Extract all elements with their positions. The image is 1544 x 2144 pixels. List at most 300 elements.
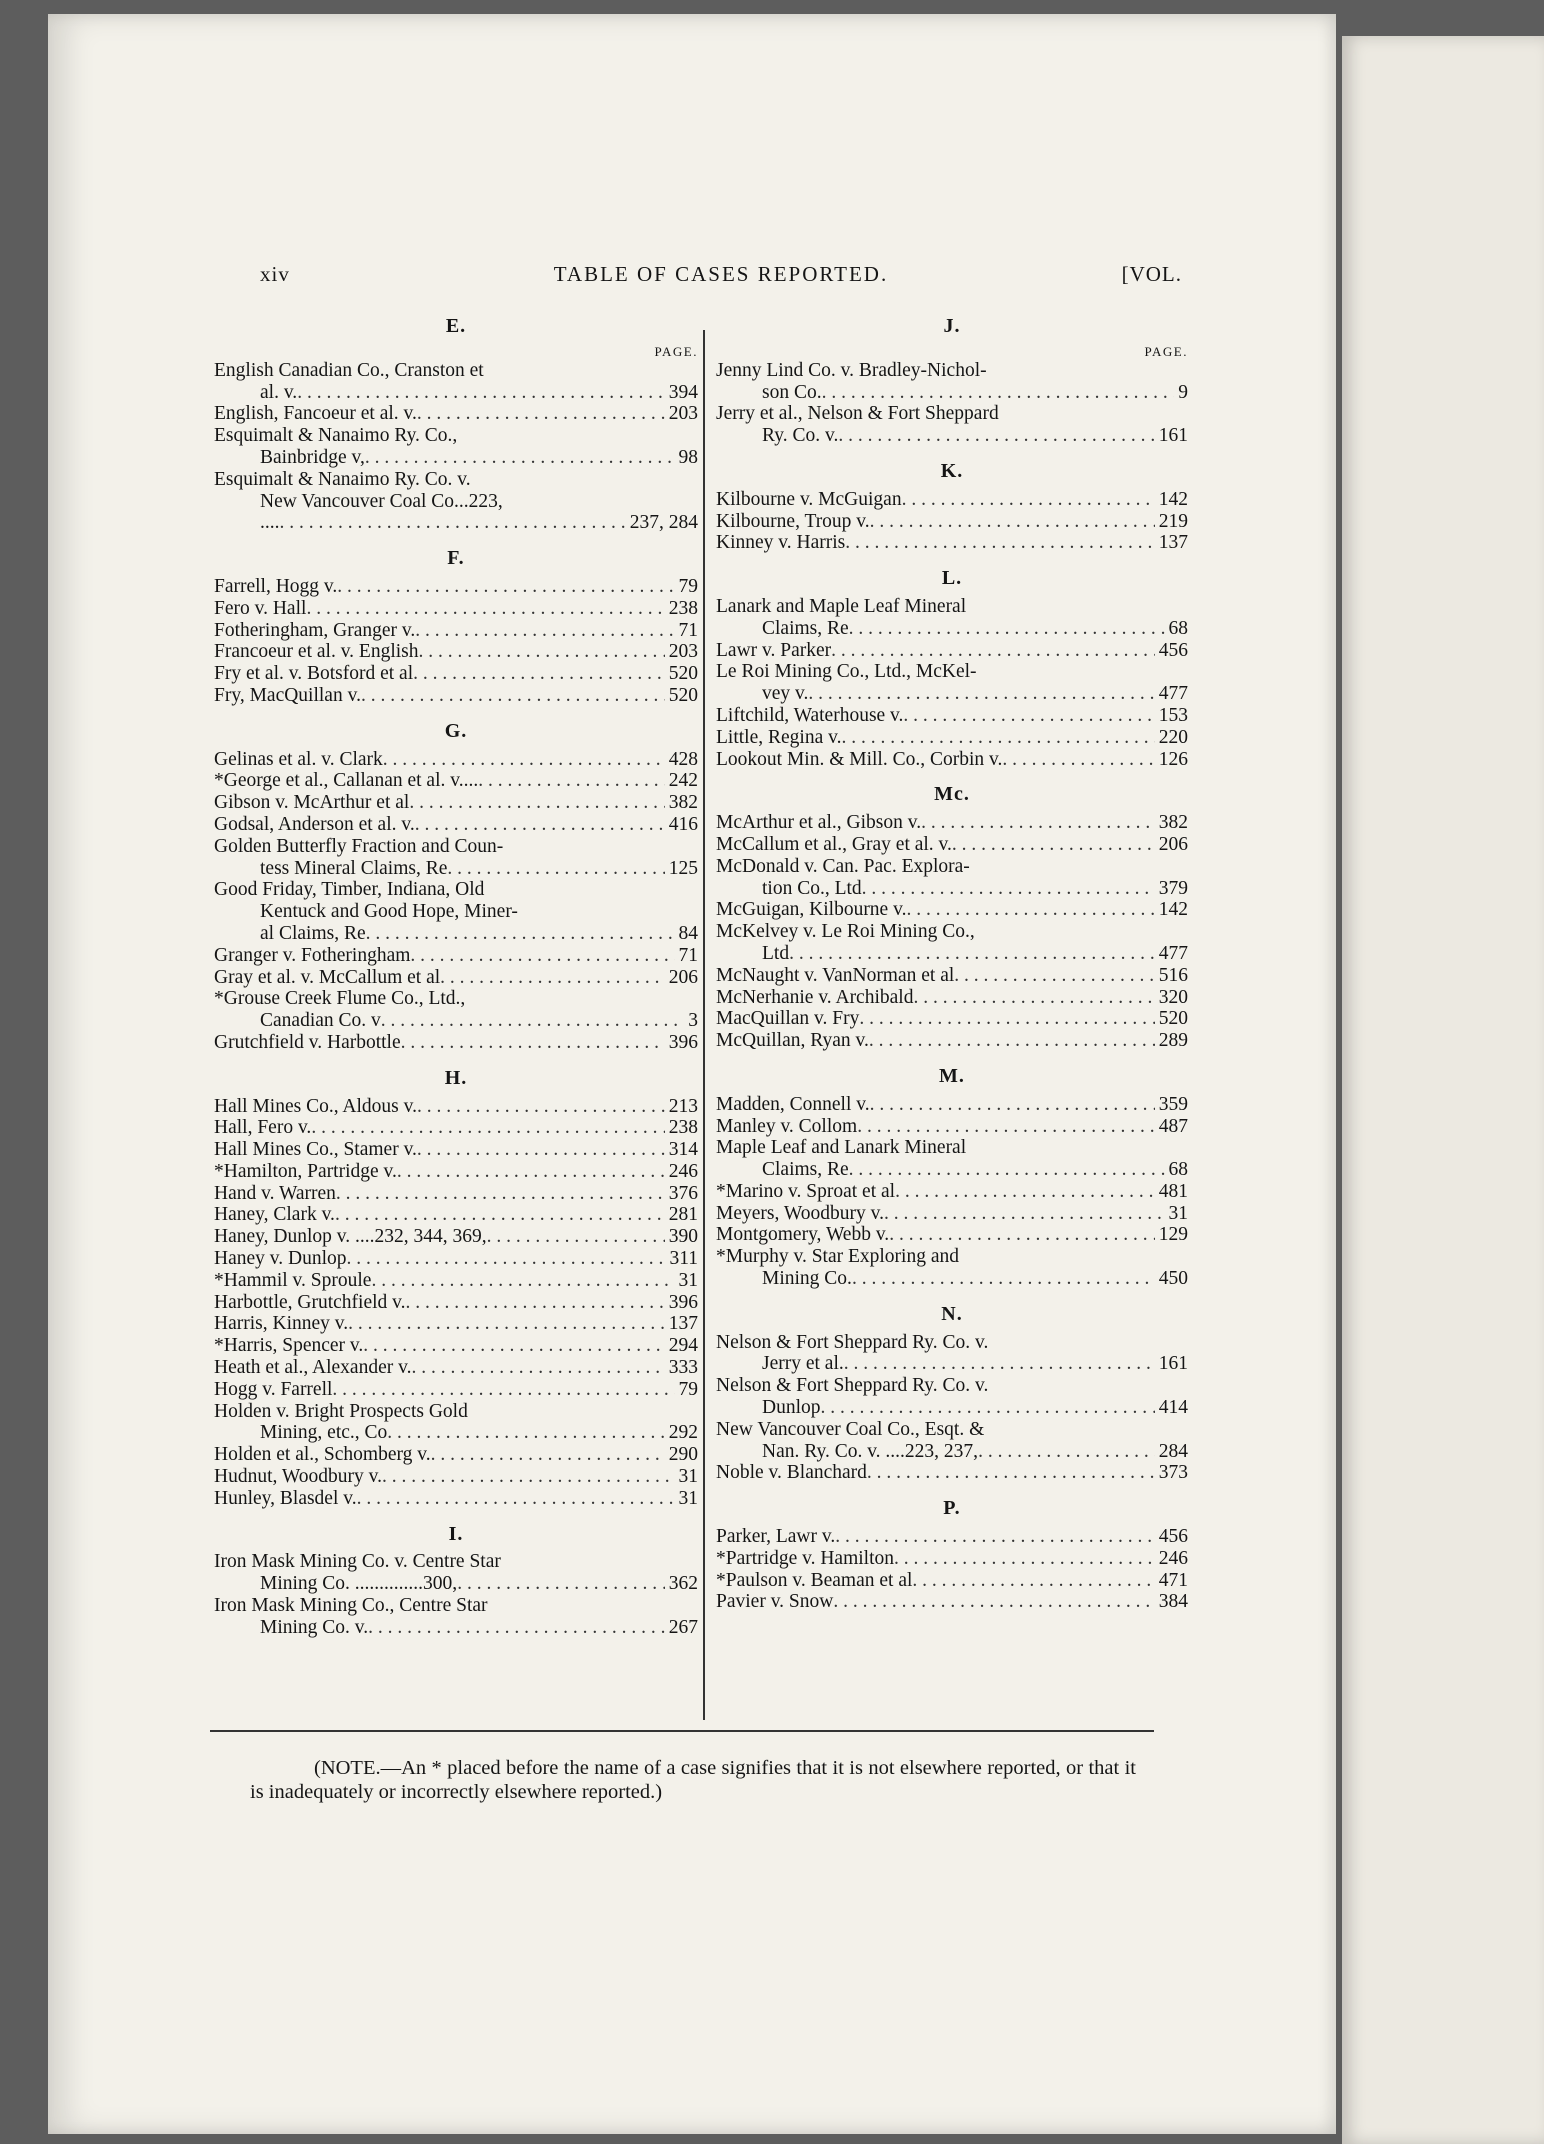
case-entry xyxy=(214,1313,698,1335)
dot-leader xyxy=(366,923,675,945)
dot-leader xyxy=(409,792,664,814)
case-name: *Hammil v. Sproule xyxy=(214,1269,372,1291)
case-name: Mining Co. v. xyxy=(260,1616,369,1638)
case-page: 137 xyxy=(1158,532,1188,554)
case-entry xyxy=(716,1224,1188,1246)
dot-leader xyxy=(447,858,664,880)
case-name: English, Fancoeur et al. v. xyxy=(214,403,417,425)
case-page: 203 xyxy=(668,403,698,425)
case-name: Little, Regina v. xyxy=(716,726,842,748)
case-page: 477 xyxy=(1158,683,1188,705)
case-entry xyxy=(214,967,698,989)
case-page: 384 xyxy=(1158,1591,1188,1613)
case-page: 394 xyxy=(668,381,698,403)
case-line xyxy=(716,1397,1188,1419)
case-line xyxy=(214,1226,698,1248)
case-page: 284 xyxy=(1158,1440,1188,1462)
dot-leader xyxy=(478,770,665,792)
case-page: 125 xyxy=(668,857,698,879)
case-line xyxy=(716,1181,1188,1203)
dot-leader xyxy=(406,1292,665,1314)
section-letter: L. xyxy=(941,567,963,590)
case-entry xyxy=(716,1137,1188,1181)
case-entry xyxy=(214,836,698,880)
case-name: Holden v. Bright Prospects Gold xyxy=(214,1400,468,1422)
section-letter: E. xyxy=(445,315,467,337)
case-entry xyxy=(214,945,698,967)
case-name: Mining Co. xyxy=(762,1268,852,1290)
dot-leader xyxy=(835,1526,1155,1548)
case-page: 31 xyxy=(1168,1202,1188,1224)
case-page: 161 xyxy=(1158,425,1188,447)
case-line xyxy=(214,1488,698,1510)
case-page: 219 xyxy=(1158,510,1188,532)
case-name: Farrell, Hogg v. xyxy=(214,575,338,597)
case-line xyxy=(716,749,1188,771)
case-line xyxy=(716,812,1188,834)
case-line xyxy=(214,620,698,642)
case-page: 314 xyxy=(668,1139,698,1161)
case-name: Kentuck and Good Hope, Miner- xyxy=(260,901,518,923)
case-line xyxy=(214,967,698,989)
case-page: 84 xyxy=(678,922,698,944)
case-name: tess Mineral Claims, Re xyxy=(260,857,448,879)
case-line xyxy=(214,988,698,1010)
case-name: Jerry et al. xyxy=(762,1353,844,1375)
case-line xyxy=(214,1551,698,1573)
case-entry xyxy=(716,965,1188,987)
case-line xyxy=(214,1139,698,1161)
case-line xyxy=(716,1462,1188,1484)
case-entry xyxy=(716,1462,1188,1484)
dot-leader xyxy=(913,987,1154,1009)
case-line xyxy=(716,899,1188,921)
case-entry xyxy=(214,1204,698,1226)
case-page: 520 xyxy=(668,663,698,685)
case-line xyxy=(716,1224,1188,1246)
case-entry xyxy=(214,1595,698,1639)
case-name: Maple Leaf and Lanark Mineral xyxy=(716,1137,967,1159)
case-page: 31 xyxy=(678,1269,698,1291)
section-letter: M. xyxy=(939,1064,965,1087)
case-line xyxy=(214,403,698,425)
dot-leader xyxy=(357,1488,675,1510)
case-name: Grutchfield v. Harbottle xyxy=(214,1031,401,1053)
case-line xyxy=(716,382,1188,404)
case-line xyxy=(716,403,1188,425)
case-line xyxy=(214,1248,698,1270)
case-entry xyxy=(716,987,1188,1009)
case-name: Mining, etc., Co xyxy=(260,1422,388,1444)
page-number: xiv xyxy=(260,262,290,286)
case-line xyxy=(716,425,1188,447)
case-line xyxy=(214,1313,698,1335)
dot-leader xyxy=(859,1008,1154,1030)
case-page: 450 xyxy=(1158,1268,1188,1290)
case-line xyxy=(214,1292,698,1314)
case-entry xyxy=(716,360,1188,404)
case-line xyxy=(214,901,698,923)
case-name: Heath et al., Alexander v. xyxy=(214,1357,412,1379)
case-name: Haney v. Dunlop xyxy=(214,1248,347,1270)
case-name: Le Roi Mining Co., Ltd., McKel- xyxy=(716,661,977,683)
case-name: Granger v. Fotheringham xyxy=(214,944,411,966)
case-name: McKelvey v. Le Roi Mining Co., xyxy=(716,921,975,943)
case-name: al Claims, Re xyxy=(260,922,366,944)
case-page: 206 xyxy=(668,966,698,988)
case-name: Hunley, Blasdel v. xyxy=(214,1487,357,1509)
case-line xyxy=(716,360,1188,382)
dot-leader xyxy=(383,749,665,771)
case-entry xyxy=(716,834,1188,856)
case-line xyxy=(716,1441,1188,1463)
case-page: 516 xyxy=(1158,964,1188,986)
case-name: McCallum et al., Gray et al. v. xyxy=(716,833,952,855)
case-page: 242 xyxy=(668,770,698,792)
dot-leader xyxy=(371,1270,674,1292)
case-page: 294 xyxy=(668,1335,698,1357)
dot-leader xyxy=(411,1357,664,1379)
case-page: 362 xyxy=(668,1573,698,1595)
case-line xyxy=(214,598,698,620)
case-name: Claims, Re xyxy=(762,1159,849,1181)
case-entry xyxy=(716,1591,1188,1613)
case-name: Hogg v. Farrell xyxy=(214,1378,333,1400)
case-line xyxy=(716,489,1188,511)
case-entry xyxy=(214,1379,698,1401)
case-name: tion Co., Ltd xyxy=(762,877,862,899)
case-name: *Harris, Spencer v. xyxy=(214,1335,364,1357)
case-entry xyxy=(716,1548,1188,1570)
case-page: 142 xyxy=(1158,899,1188,921)
footnote-rule xyxy=(210,1730,1154,1732)
case-name: McNaught v. VanNorman et al xyxy=(716,964,955,986)
case-line xyxy=(716,1548,1188,1570)
case-name: Jenny Lind Co. v. Bradley-Nichol- xyxy=(716,359,987,381)
case-page: 487 xyxy=(1158,1115,1188,1137)
case-page: 456 xyxy=(1158,1526,1188,1548)
case-entry xyxy=(716,899,1188,921)
page-column-label: PAGE. xyxy=(654,343,698,359)
case-name: MacQuillan v. Fry xyxy=(716,1008,860,1030)
case-line xyxy=(716,834,1188,856)
case-page: 481 xyxy=(1158,1180,1188,1202)
case-page: 382 xyxy=(668,792,698,814)
case-line xyxy=(214,749,698,771)
case-line xyxy=(716,1570,1188,1592)
dot-leader xyxy=(808,683,1154,705)
case-entry xyxy=(214,620,698,642)
case-name: McNerhanie v. Archibald xyxy=(716,986,914,1008)
case-page: 98 xyxy=(678,446,698,468)
case-entry xyxy=(716,1375,1188,1419)
case-name: Dunlop xyxy=(762,1397,821,1419)
case-entry xyxy=(716,1116,1188,1138)
case-name: Gelinas et al. v. Clark xyxy=(214,748,383,770)
case-page: 237, 284 xyxy=(629,512,698,534)
dot-leader xyxy=(457,1573,665,1595)
case-line xyxy=(716,1332,1188,1354)
case-entry xyxy=(214,1357,698,1379)
case-name: Lookout Min. & Mill. Co., Corbin v. xyxy=(716,748,1003,770)
case-name: Montgomery, Webb v. xyxy=(716,1224,890,1246)
case-page: 520 xyxy=(668,684,698,706)
case-entry xyxy=(716,532,1188,554)
case-name: Hudnut, Woodbury v. xyxy=(214,1466,382,1488)
case-name: Gibson v. McArthur et al xyxy=(214,792,410,814)
dot-leader xyxy=(978,1441,1155,1463)
case-line xyxy=(716,1419,1188,1441)
case-name: *Hamilton, Partridge v. xyxy=(214,1160,397,1182)
case-line xyxy=(716,1116,1188,1138)
dot-leader xyxy=(902,489,1155,511)
case-page: 137 xyxy=(668,1313,698,1335)
case-line xyxy=(214,1183,698,1205)
case-page: 71 xyxy=(678,619,698,641)
case-line xyxy=(214,1595,698,1617)
case-name: Pavier v. Snow xyxy=(716,1591,834,1613)
case-line xyxy=(214,1161,698,1183)
case-page: 379 xyxy=(1158,877,1188,899)
case-page: 126 xyxy=(1158,748,1188,770)
dot-leader xyxy=(410,945,674,967)
dot-leader xyxy=(297,382,665,404)
case-name: Ltd xyxy=(762,942,790,964)
case-line xyxy=(214,814,698,836)
case-page: 246 xyxy=(1158,1547,1188,1569)
dot-leader xyxy=(368,1617,665,1639)
case-entry xyxy=(716,596,1188,640)
dot-leader xyxy=(401,1032,665,1054)
case-name: son Co. xyxy=(762,381,822,403)
case-line xyxy=(214,1032,698,1054)
dot-leader xyxy=(849,618,1165,640)
case-line xyxy=(214,663,698,685)
case-name: *Partridge v. Hamilton xyxy=(716,1547,894,1569)
case-line xyxy=(716,987,1188,1009)
dot-leader xyxy=(857,1116,1155,1138)
case-name: Manley v. Collom xyxy=(716,1115,858,1137)
case-name: Ry. Co. v. xyxy=(762,425,839,447)
case-line xyxy=(716,1203,1188,1225)
dot-leader xyxy=(862,878,1155,900)
dot-leader xyxy=(306,598,664,620)
footnote: (NOTE.—An * placed before the name of a case signifies that it is not elsewhere reported, or that it is inadequately or incorrectly elsewhere reported.) xyxy=(250,1757,1136,1803)
case-name: Lanark and Maple Leaf Mineral xyxy=(716,595,967,617)
case-line xyxy=(214,1270,698,1292)
dot-leader xyxy=(906,899,1154,921)
case-page: 428 xyxy=(668,748,698,770)
case-page: 456 xyxy=(1158,639,1188,661)
section-letter: H. xyxy=(444,1066,468,1089)
case-entry xyxy=(716,1570,1188,1592)
case-entry xyxy=(716,1203,1188,1225)
dot-leader xyxy=(365,447,675,469)
dot-leader xyxy=(849,1159,1165,1181)
case-line xyxy=(716,1353,1188,1375)
case-line xyxy=(214,1401,698,1423)
case-line xyxy=(214,1010,698,1032)
case-page: 71 xyxy=(678,944,698,966)
case-name: Fry et al. v. Botsford et al xyxy=(214,663,414,685)
section-letter: Mc. xyxy=(934,783,970,806)
case-page: 79 xyxy=(678,1378,698,1400)
case-name: Mining Co. ..............300, xyxy=(260,1573,458,1595)
dot-leader xyxy=(311,1117,664,1139)
section-letter: G. xyxy=(444,719,468,742)
dot-leader xyxy=(870,511,1155,533)
case-name: *Grouse Creek Flume Co., Ltd., xyxy=(214,988,466,1010)
case-name: Good Friday, Timber, Indiana, Old xyxy=(214,879,485,901)
case-entry xyxy=(214,641,698,663)
dot-leader xyxy=(952,834,1155,856)
case-line xyxy=(716,1526,1188,1548)
case-line xyxy=(716,878,1188,900)
case-line xyxy=(716,1268,1188,1290)
case-entry xyxy=(214,469,698,534)
case-name: Parker, Lawr v. xyxy=(716,1526,836,1548)
case-entry xyxy=(716,705,1188,727)
dot-leader xyxy=(348,1313,665,1335)
case-page: 396 xyxy=(668,1291,698,1313)
dot-leader xyxy=(397,1161,665,1183)
case-name: Hall Mines Co., Stamer v. xyxy=(214,1139,417,1161)
case-line xyxy=(716,511,1188,533)
case-page: 238 xyxy=(668,1117,698,1139)
case-page: 220 xyxy=(1158,726,1188,748)
case-entry xyxy=(214,403,698,425)
case-name: Kinney v. Harris xyxy=(716,532,846,554)
case-name: Canadian Co. v xyxy=(260,1010,381,1032)
dot-leader xyxy=(419,641,665,663)
case-name: Golden Butterfly Fraction and Coun- xyxy=(214,835,504,857)
page-header xyxy=(260,262,1182,302)
case-entry xyxy=(214,1335,698,1357)
dot-leader xyxy=(821,1397,1155,1419)
case-page: 471 xyxy=(1158,1569,1188,1591)
case-name: Godsal, Anderson et al. v. xyxy=(214,813,415,835)
case-entry xyxy=(214,1117,698,1139)
section-letter: F. xyxy=(447,547,465,570)
case-page: 206 xyxy=(1158,833,1188,855)
case-name: .... xyxy=(260,512,280,534)
case-page: 161 xyxy=(1158,1353,1188,1375)
case-name: Bainbridge v, xyxy=(260,446,365,468)
case-page: 31 xyxy=(678,1466,698,1488)
case-page: 267 xyxy=(668,1616,698,1638)
volume-marker: [VOL. xyxy=(1121,262,1182,286)
case-line xyxy=(214,447,698,469)
case-name: al. v. xyxy=(260,381,298,403)
case-entry xyxy=(716,1419,1188,1463)
adjacent-page-edge xyxy=(1342,36,1544,2144)
case-entry xyxy=(214,792,698,814)
dot-leader xyxy=(954,965,1154,987)
case-name: Kilbourne v. McGuigan xyxy=(716,488,902,510)
dot-leader xyxy=(831,640,1155,662)
case-page: 213 xyxy=(668,1095,698,1117)
case-line xyxy=(716,1137,1188,1159)
case-name: Nan. Ry. Co. v. ....223, 237, xyxy=(762,1440,979,1462)
case-entry xyxy=(214,770,698,792)
case-page: 31 xyxy=(678,1487,698,1509)
case-page: 477 xyxy=(1158,942,1188,964)
case-page: 68 xyxy=(1168,617,1188,639)
column-divider xyxy=(703,330,705,1720)
case-entry xyxy=(716,403,1188,447)
case-page: 520 xyxy=(1158,1008,1188,1030)
case-page: 333 xyxy=(668,1357,698,1379)
case-entry xyxy=(716,856,1188,900)
case-page: 396 xyxy=(668,1031,698,1053)
case-line xyxy=(716,1159,1188,1181)
case-line xyxy=(716,727,1188,749)
case-line xyxy=(214,1096,698,1118)
case-line xyxy=(214,858,698,880)
case-name: Fero v. Hall xyxy=(214,597,307,619)
dot-leader xyxy=(852,1268,1155,1290)
left-column xyxy=(214,316,698,1639)
case-entry xyxy=(716,640,1188,662)
case-page: 203 xyxy=(668,641,698,663)
dot-leader xyxy=(844,1353,1155,1375)
case-name: English Canadian Co., Cranston et xyxy=(214,359,484,381)
case-entry xyxy=(214,1488,698,1510)
case-line xyxy=(214,641,698,663)
case-entry xyxy=(716,1332,1188,1376)
case-entry xyxy=(214,1096,698,1118)
case-line xyxy=(716,1375,1188,1397)
case-name: New Vancouver Coal Co., Esqt. & xyxy=(716,1418,985,1440)
case-name: Jerry et al., Nelson & Fort Sheppard xyxy=(716,403,999,425)
case-name: Lawr v. Parker xyxy=(716,639,832,661)
case-entry xyxy=(214,1270,698,1292)
case-line xyxy=(716,921,1188,943)
case-line xyxy=(716,1094,1188,1116)
case-line xyxy=(214,469,698,491)
dot-leader xyxy=(833,1591,1154,1613)
dot-leader xyxy=(487,1226,665,1248)
dot-leader xyxy=(337,576,674,598)
case-line xyxy=(214,770,698,792)
case-name: Madden, Connell v. xyxy=(716,1093,870,1115)
case-entry xyxy=(716,1246,1188,1290)
case-entry xyxy=(214,360,698,404)
dot-leader xyxy=(841,727,1154,749)
case-name: Liftchild, Waterhouse v. xyxy=(716,704,904,726)
case-line xyxy=(214,945,698,967)
case-page: 281 xyxy=(668,1204,698,1226)
case-line xyxy=(214,1335,698,1357)
dot-leader xyxy=(884,1203,1165,1225)
case-name: Hand v. Warren xyxy=(214,1182,336,1204)
case-entry xyxy=(214,1401,698,1445)
dot-leader xyxy=(382,1466,675,1488)
page-column-label: PAGE. xyxy=(1144,343,1188,359)
case-entry xyxy=(716,489,1188,511)
case-name: Holden et al., Schomberg v. xyxy=(214,1444,431,1466)
dot-leader xyxy=(363,1335,664,1357)
case-entry xyxy=(214,598,698,620)
case-name: Francoeur et al. v. English xyxy=(214,641,419,663)
case-name: Kilbourne, Troup v. xyxy=(716,510,870,532)
case-name: Noble v. Blanchard xyxy=(716,1462,867,1484)
case-name: McArthur et al., Gibson v. xyxy=(716,812,922,834)
case-name: McQuillan, Ryan v. xyxy=(716,1030,869,1052)
dot-leader xyxy=(822,382,1175,404)
case-name: Gray et al. v. McCallum et al xyxy=(214,966,441,988)
case-name: McGuigan, Kilbourne v. xyxy=(716,899,907,921)
